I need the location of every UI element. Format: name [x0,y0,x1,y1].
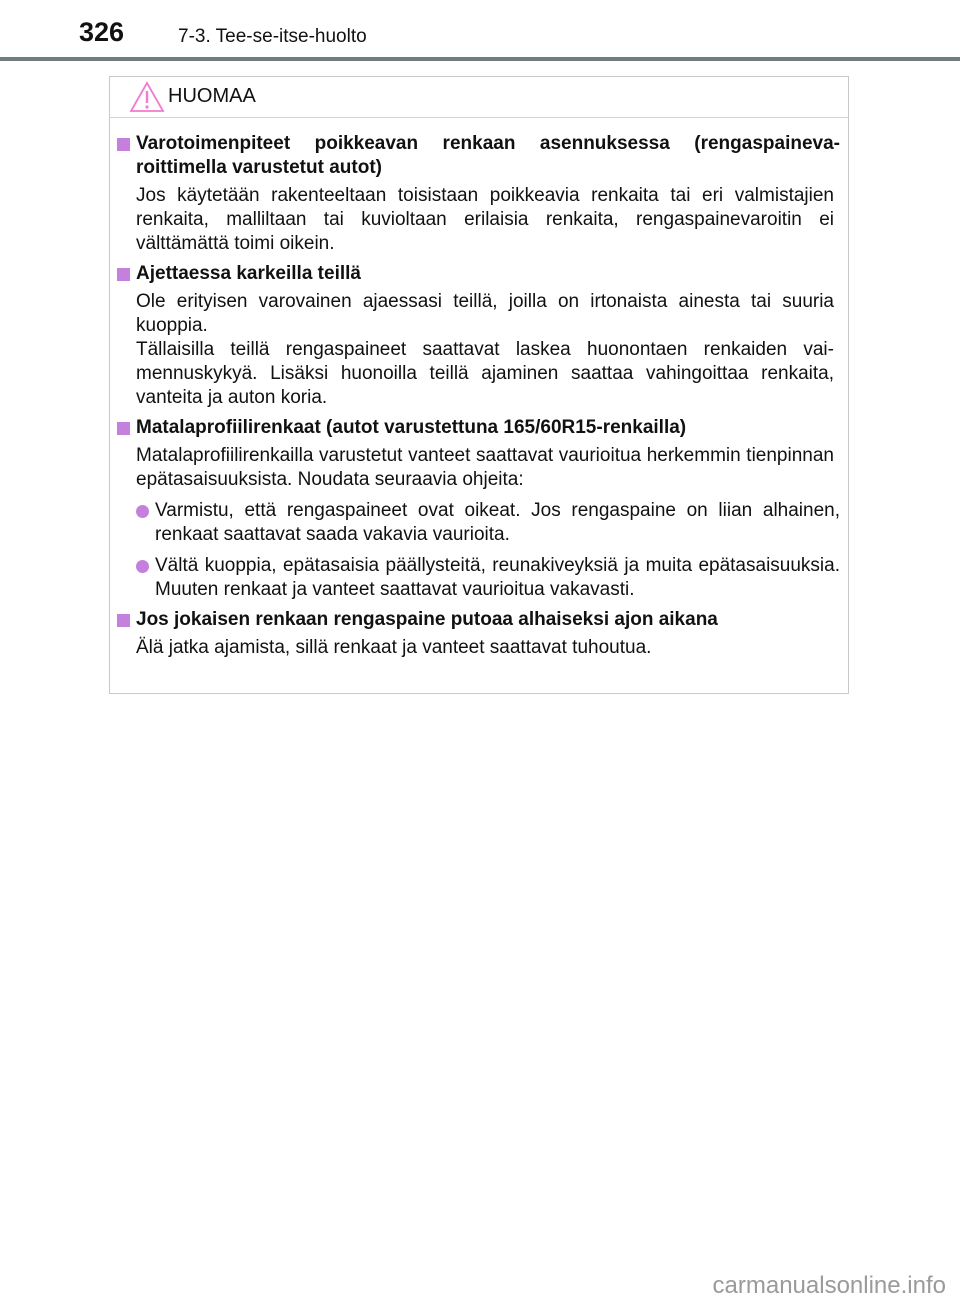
bullet-text: Varmistu, että rengaspaineet ovat oikeat. Jos rengaspaine on liian alhainen, renkaat saattavat saada vakavia vaurioita. [155,500,840,545]
square-bullet-icon [117,268,130,281]
circle-bullet-icon [136,505,149,518]
item-paragraph: Jos käytetään rakenteeltaan toisistaan poikkeavia renkaita tai eri valmistajien renkaita, malliltaan tai kuvioltaan erilaisia renkaita, rengaspainevaroitin ei välttämättä toimi oikein. [136,185,834,254]
header-divider [0,57,960,61]
item-paragraph: Tällaisilla teillä rengaspaineet saattavat laskea huonontaen renkaiden vaimennuskykyä. Lisäksi huonoilla teillä ajaminen saattaa vahingoittaa renkaita, vanteita ja auton koria. [136,339,834,408]
item-paragraph: Älä jatka ajamista, sillä renkaat ja vanteet saattavat tuhoutua. [136,637,652,658]
notice-item [117,416,840,602]
warning-icon [129,81,165,113]
bullet-item [136,554,840,602]
item-heading: Matalaprofiilirenkaat (autot varustettuna 165/60R15-renkailla) [136,417,687,438]
notice-box [109,76,849,694]
page-number: 326 [79,17,125,47]
square-bullet-icon [117,422,130,435]
notice-item [117,262,840,410]
notice-content [110,118,848,660]
notice-title: HUOMAA [168,85,256,107]
section-title: 7-3. Tee-se-itse-huolto [178,26,367,47]
square-bullet-icon [117,614,130,627]
watermark: carmanualsonline.info [712,1272,946,1299]
item-paragraph: Matalaprofiilirenkailla varustetut vanteet saattavat vaurioitua herkemmin tienpinnan epätasaisuuksista. Noudata seuraavia ohjeita: [136,445,834,490]
notice-header [110,77,848,118]
circle-bullet-icon [136,560,149,573]
bullet-text: Vältä kuoppia, epätasaisia päällysteitä, reunakiveyksiä ja muita epätasaisuuksia. Muuten renkaat ja vanteet saattavat vaurioitua vakavasti. [155,555,840,600]
item-paragraph: Ole erityisen varovainen ajaessasi teillä, joilla on irtonaista ainesta tai suuria kuoppia. [136,291,834,336]
item-heading: Ajettaessa karkeilla teillä [136,263,361,284]
item-heading: Jos jokaisen renkaan rengaspaine putoaa alhaiseksi ajon aikana [136,609,718,630]
square-bullet-icon [117,138,130,151]
notice-item [117,608,840,660]
bullet-item [136,499,840,547]
notice-item [117,132,840,256]
item-heading: Varotoimenpiteet poikkeavan renkaan asennuksessa (rengaspainevaroittimella varustetut autot) [136,133,840,178]
